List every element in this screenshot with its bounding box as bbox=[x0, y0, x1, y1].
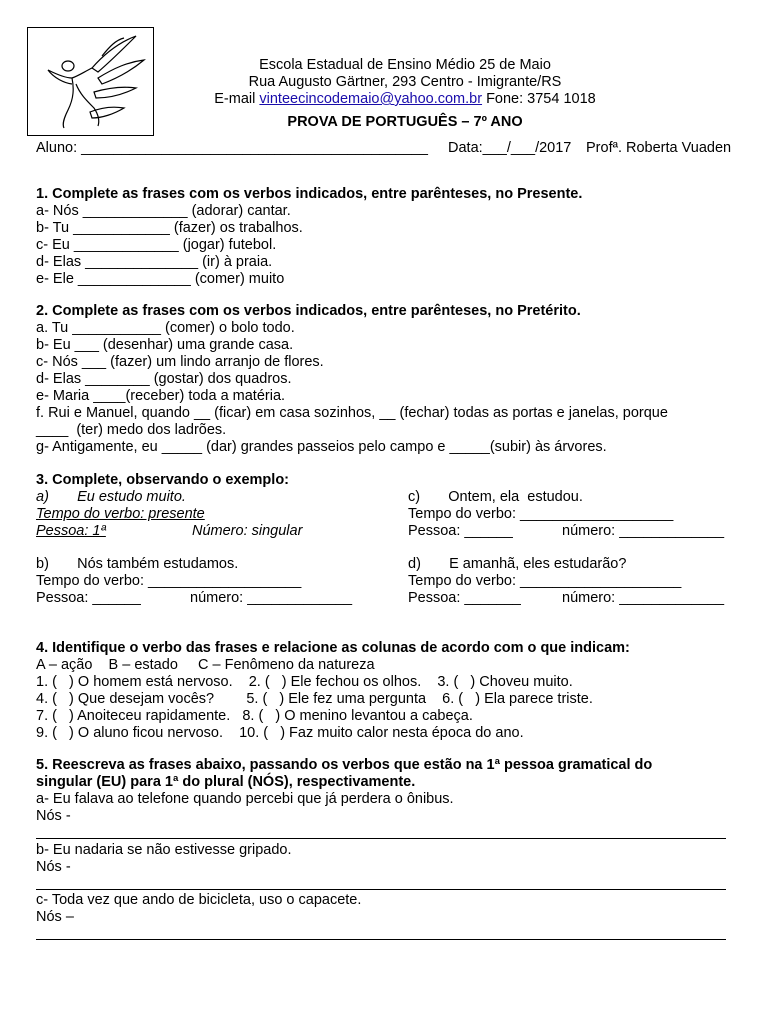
q4-legend: A – ação B – estado C – Fenômeno da natureza bbox=[36, 657, 375, 673]
phone: Fone: 3754 1018 bbox=[482, 91, 596, 107]
q1-item: d- Elas ______________ (ir) à praia. bbox=[36, 254, 273, 270]
q2-item: b- Eu ___ (desenhar) uma grande casa. bbox=[36, 337, 294, 353]
q1-title: 1. Complete as frases com os verbos indicados, entre parênteses, no Presente. bbox=[36, 186, 583, 202]
q1-item: a- Nós _____________ (adorar) cantar. bbox=[36, 203, 291, 219]
q3-b-sentence: b) Nós também estudamos. bbox=[36, 556, 239, 572]
q5-b-answer-line[interactable] bbox=[36, 889, 726, 890]
q5-a-sentence: a- Eu falava ao telefone quando percebi que já perdera o ônibus. bbox=[36, 791, 454, 807]
email-link[interactable]: vinteecincodemaio@yahoo.com.br bbox=[259, 91, 483, 107]
q3-example-pessoa-row bbox=[36, 523, 312, 540]
q3-b-pessoa[interactable]: Pessoa: ______ bbox=[36, 590, 141, 606]
q5-title-line2: singular (EU) para 1ª do plural (NÓS), respectivamente. bbox=[36, 774, 416, 790]
q3-title: 3. Complete, observando o exemplo: bbox=[36, 472, 289, 488]
q2-item: e- Maria ____(receber) toda a matéria. bbox=[36, 388, 286, 404]
q3-example-tempo: Tempo do verbo: presente bbox=[36, 506, 205, 522]
q5-b-nos: Nós - bbox=[36, 859, 71, 875]
q3-d-numero[interactable]: número: _____________ bbox=[562, 590, 725, 606]
q3-example-sentence: a) Eu estudo muito. bbox=[36, 489, 186, 505]
school-logo bbox=[27, 27, 154, 136]
student-field[interactable]: Aluno: ___________________________________________ bbox=[36, 140, 428, 156]
q2-item: c- Nós ___ (fazer) um lindo arranjo de flores. bbox=[36, 354, 324, 370]
q3-d-pessoa[interactable]: Pessoa: _______ bbox=[408, 590, 521, 606]
q2-item: g- Antigamente, eu _____ (dar) grandes passeios pelo campo e _____(subir) às árvores. bbox=[36, 439, 607, 455]
q3-c-pessoa[interactable]: Pessoa: ______ bbox=[408, 523, 513, 539]
contact-line bbox=[160, 91, 650, 108]
q5-c-sentence: c- Toda vez que ando de bicicleta, uso o capacete. bbox=[36, 892, 362, 908]
q4-title: 4. Identifique o verbo das frases e relacione as colunas de acordo com o que indicam: bbox=[36, 640, 630, 656]
q4-row: 1. ( ) O homem está nervoso. 2. ( ) Ele fechou os olhos. 3. ( ) Choveu muito. bbox=[36, 674, 573, 690]
q1-item: b- Tu ____________ (fazer) os trabalhos. bbox=[36, 220, 303, 236]
q2-item: d- Elas ________ (gostar) dos quadros. bbox=[36, 371, 292, 387]
q2-title: 2. Complete as frases com os verbos indicados, entre parênteses, no Pretérito. bbox=[36, 303, 581, 319]
school-name: Escola Estadual de Ensino Médio 25 de Maio bbox=[259, 57, 551, 73]
q5-a-nos: Nós - bbox=[36, 808, 71, 824]
q1-item: e- Ele ______________ (comer) muito bbox=[36, 271, 285, 287]
q4-row: 9. ( ) O aluno ficou nervoso. 10. ( ) Faz muito calor nesta época do ano. bbox=[36, 725, 524, 741]
q3-d-tempo[interactable]: Tempo do verbo: ____________________ bbox=[408, 573, 682, 589]
school-address: Rua Augusto Gärtner, 293 Centro - Imigrante/RS bbox=[248, 74, 562, 90]
q3-c-sentence: c) Ontem, ela estudou. bbox=[408, 489, 583, 505]
q3-d-sentence: d) E amanhã, eles estudarão? bbox=[408, 556, 627, 572]
date-field[interactable]: Data:___/___/2017 bbox=[448, 140, 572, 156]
q1-item: c- Eu _____________ (jogar) futebol. bbox=[36, 237, 277, 253]
school-logo-icon bbox=[28, 28, 153, 135]
q3-c-tempo[interactable]: Tempo do verbo: ___________________ bbox=[408, 506, 674, 522]
q5-c-answer-line[interactable] bbox=[36, 939, 726, 940]
q3-example-pessoa: Pessoa: 1ª bbox=[36, 523, 106, 539]
q2-item: ____ (ter) medo dos ladrões. bbox=[36, 422, 227, 438]
q3-c-numero[interactable]: número: _____________ bbox=[562, 523, 725, 539]
q5-title-line1: 5. Reescreva as frases abaixo, passando os verbos que estão na 1ª pessoa gramatical do bbox=[36, 757, 653, 773]
q2-item: a. Tu ___________ (comer) o bolo todo. bbox=[36, 320, 295, 336]
q3-example-numero: Número: singular bbox=[192, 523, 303, 539]
q4-row: 4. ( ) Que desejam vocês? 5. ( ) Ele fez uma pergunta 6. ( ) Ela parece triste. bbox=[36, 691, 593, 707]
q4-row: 7. ( ) Anoiteceu rapidamente. 8. ( ) O menino levantou a cabeça. bbox=[36, 708, 473, 724]
email-label: E-mail bbox=[214, 91, 260, 107]
exam-title: PROVA DE PORTUGUÊS – 7º ANO bbox=[287, 114, 523, 130]
q5-a-answer-line[interactable] bbox=[36, 838, 726, 839]
q2-item: f. Rui e Manuel, quando __ (ficar) em casa sozinhos, __ (fechar) todas as portas e janelas, porque bbox=[36, 405, 668, 421]
q5-b-sentence: b- Eu nadaria se não estivesse gripado. bbox=[36, 842, 292, 858]
q3-b-tempo[interactable]: Tempo do verbo: ___________________ bbox=[36, 573, 302, 589]
q3-b-numero[interactable]: número: _____________ bbox=[190, 590, 353, 606]
q5-c-nos: Nós – bbox=[36, 909, 74, 925]
teacher-name: Profª. Roberta Vuaden bbox=[586, 140, 732, 156]
